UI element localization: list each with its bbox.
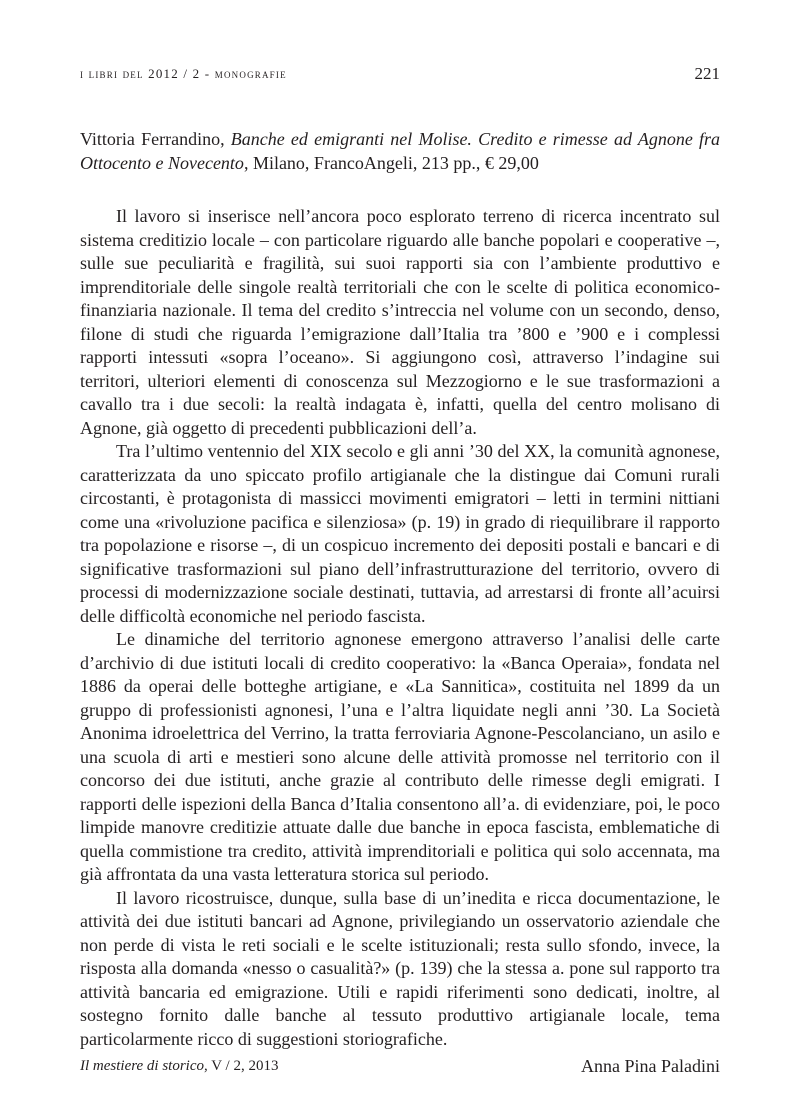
journal-issue: , V / 2, 2013 [204,1058,279,1074]
review-paragraph: Tra l’ultimo ventennio del XIX secolo e gli anni ’30 del XX, la comunità agnonese, caratterizzata da uno spiccato profilo artigianale che la distingue dai Comuni rurali circostanti, è protagonista di massicci movimenti emigratori – letti in termini nittiani come una «rivoluzione pacifica e silenziosa» (p. 19) in grado di riequilibrare il rapporto tra popolazione e risorse –, di un cospicuo incremento dei depositi postali e bancari e di significative trasformazioni sul piano dell’infrastrutturazione del territorio, ovvero di processi di modernizzazione sociale destinati, tuttavia, ad arrestarsi di fronte all’acuirsi delle difficoltà economiche nel periodo fascista. [80,441,720,626]
citation-author: Vittoria Ferrandino, [80,129,225,149]
running-head: i libri del 2012 / 2 - monografie [80,66,287,81]
reviewer-signature: Anna Pina Paladini [581,1056,720,1076]
review-paragraph: Il lavoro ricostruisce, dunque, sulla base di un’inedita e ricca documentazione, le attività dei due istituti bancari ad Agnone, privilegiando un osservatorio aziendale che non perde di vista le reti sociali e le scelte istituzionali; resta sullo sfondo, invece, la risposta alla domanda «nesso o casualità?» (p. 139) che la stessa a. pone sul rapporto tra attività bancaria ed emigrazione. Utili e rapidi riferimenti sono dedicati, inoltre, al sostegno fornito dalle banche al tessuto produttivo artigianale locale, tema particolarmente ricco di suggestioni storiografiche. [80,887,720,1049]
journal-title: Il mestiere di storico [80,1058,205,1074]
citation-publication: , Milano, FrancoAngeli, 213 pp., € 29,00 [243,152,539,173]
review-body [80,128,720,1079]
page-number: 221 [694,64,720,83]
journal-footer [80,1058,278,1075]
review-paragraph: Il lavoro si inserisce nell’ancora poco esplorato terreno di ricerca incentrato sul sistema creditizio locale – con particolare riguardo alle banche popolari e cooperative –, sulle sue peculiarità e fragilità, sui suoi rapporti sia con l’ambiente produttivo e imprenditoriale delle singole realtà territoriali che con le scelte di politica economico-finanziaria nazionale. Il tema del credito s’intreccia nel volume con un secondo, denso, filone di studi che riguarda l’emigrazione dall’Italia tra ’800 e ’900 e i complessi rapporti intessuti «sopra l’oceano». Si aggiungono così, attraverso l’indagine sui territori, ulteriori elementi di conoscenza sul Mezzogiorno e le sue trasformazioni a cavallo tra i due secoli: la realtà indagata è, infatti, quella del centro molisano di Agnone, già oggetto di precedenti pubblicazioni dell’a. [80,206,720,438]
citation-title: Banche ed emigranti nel Molise. Credito e rimesse ad Agnone fra Ottocento e Novecento [80,129,721,173]
book-citation [80,128,720,175]
review-paragraph: Le dinamiche del territorio agnonese emergono attraverso l’analisi delle carte d’archivio di due istituti locali di credito cooperativo: la «Banca Operaia», fondata nel 1886 da operai delle botteghe artigiane, e «La Sannitica», costituita nel 1899 da un gruppo di professionisti agnonesi, l’una e l’altra liquidate negli anni ’30. La Società Anonima idroelettrica del Verrino, la tratta ferroviaria Agnone-Pescolanciano, un asilo e una scuola di arti e mestieri sono alcune delle attività promosse nel territorio con il concorso dei due istituti, anche grazie al contributo delle rimesse degli emigrati. I rapporti delle ispezioni della Banca d’Italia consentono all’a. di evidenziare, poi, le poco limpide manovre creditizie attuate dalle due banche in epoca fascista, emblematiche di quella commistione tra credito, attività imprenditoriali e politica qui solo accennata, ma già affrontata da una vasta letteratura storica sul periodo. [80,629,720,884]
